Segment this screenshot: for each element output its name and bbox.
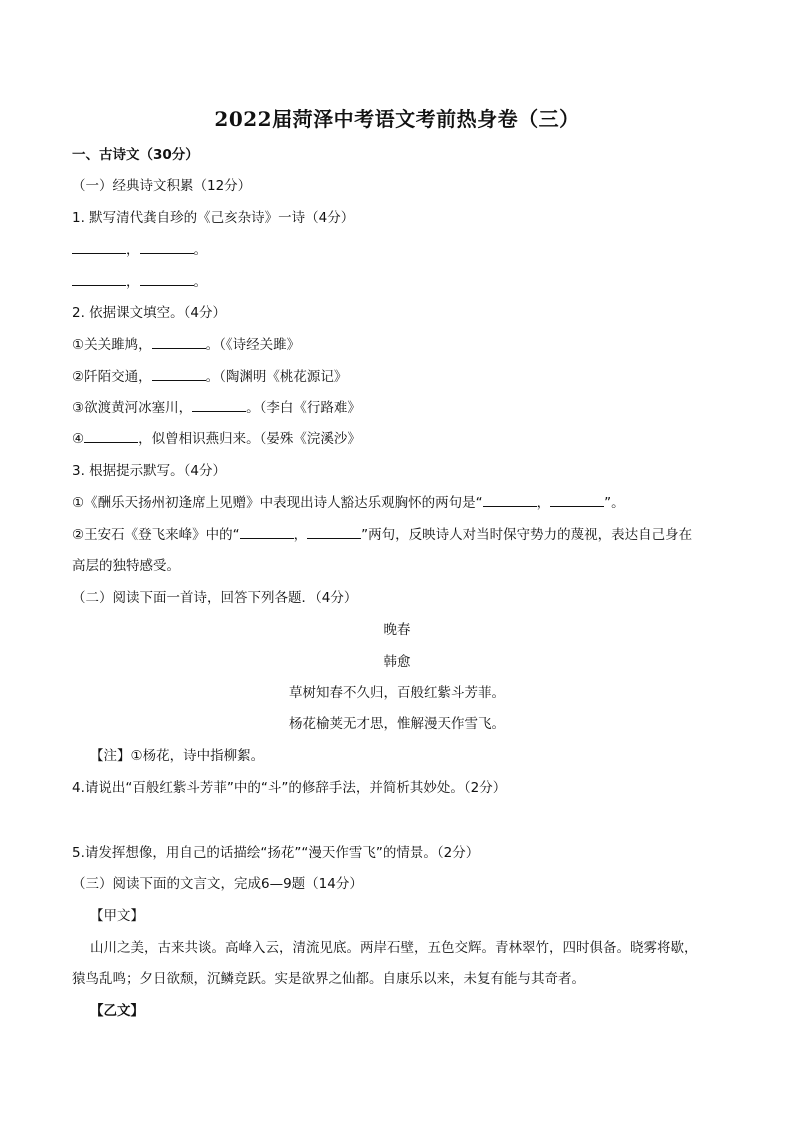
answer-line-1: ， 。 [72, 240, 207, 260]
answer-blank[interactable] [307, 525, 361, 539]
text-b-label: 【乙文】 [90, 1003, 144, 1019]
part3-heading: （三）阅读下面的文言文，完成6—9题（14分） [72, 876, 363, 892]
part1-heading: （一）经典诗文积累（12分） [72, 178, 252, 194]
answer-line-2: ， 。 [72, 272, 207, 292]
question-2-item-1: ①关关雎鸠， 。（《诗经关雎》 [72, 337, 301, 353]
answer-blank[interactable] [550, 493, 604, 507]
question-3-item-2: ②王安石《登飞来峰》中的“ ， ”两句，反映诗人对当时保守势力的蔑视，表达自己身在 [72, 527, 693, 543]
part2-heading: （二）阅读下面一首诗，回答下列各题．（4分） [72, 590, 358, 606]
question-3-prompt: 3. 根据提示默写。（4分） [72, 463, 227, 479]
question-2-item-2: ②阡陌交通， 。（陶渊明《桃花源记》 [72, 369, 348, 385]
question-3-item-2-cont: 高层的独特感受。 [72, 558, 180, 574]
answer-blank[interactable] [483, 493, 537, 507]
question-3-item-1: ①《酬乐天扬州初逢席上见赠》中表现出诗人豁达乐观胸怀的两句是“ ， ”。 [72, 495, 625, 511]
answer-blank[interactable] [72, 272, 126, 286]
poem-title: 晚春 [383, 622, 411, 638]
answer-blank[interactable] [240, 525, 294, 539]
section-heading: 一、古诗文（30分） [72, 147, 199, 163]
answer-blank[interactable] [140, 272, 194, 286]
text-a-line-1: 山川之美，古来共谈。高峰入云，清流见底。两岸石壁，五色交辉。青林翠竹，四时俱备。晓雾将歇， [90, 940, 698, 956]
question-4: 4.请说出“百般红紫斗芳菲”中的“斗”的修辞手法，并简析其妙处。（2分） [72, 780, 507, 796]
question-2-item-3: ③欲渡黄河冰塞川， 。（李白《行路难》 [72, 400, 361, 416]
question-2-prompt: 2. 依据课文填空。（4分） [72, 305, 227, 321]
page-title: 2022届菏泽中考语文考前热身卷（三） [214, 107, 580, 131]
answer-blank[interactable] [152, 367, 206, 381]
poem-note: 【注】①杨花，诗中指柳絮。 [90, 748, 265, 764]
answer-blank[interactable] [192, 398, 246, 412]
text-a-line-2: 猿鸟乱鸣；夕日欲颓，沉鳞竞跃。实是欲界之仙都。自康乐以来，未复有能与其奇者。 [72, 971, 585, 987]
poem-author: 韩愈 [383, 654, 411, 670]
text-a-label: 【甲文】 [90, 908, 144, 924]
question-5: 5.请发挥想像，用自己的话描绘“扬花”“漫天作雪飞”的情景。（2分） [72, 845, 480, 861]
answer-blank[interactable] [140, 240, 194, 254]
question-1-prompt: 1. 默写清代龚自珍的《己亥杂诗》一诗（4分） [72, 210, 355, 226]
poem-line-2: 杨花榆荚无才思，惟解漫天作雪飞。 [289, 716, 505, 732]
answer-blank[interactable] [152, 335, 206, 349]
answer-blank[interactable] [72, 240, 126, 254]
poem-line-1: 草树知春不久归，百般红紫斗芳菲。 [289, 685, 505, 701]
answer-blank[interactable] [84, 429, 138, 443]
question-2-item-4: ④ ，似曾相识燕归来。（晏殊《浣溪沙》 [72, 431, 361, 447]
